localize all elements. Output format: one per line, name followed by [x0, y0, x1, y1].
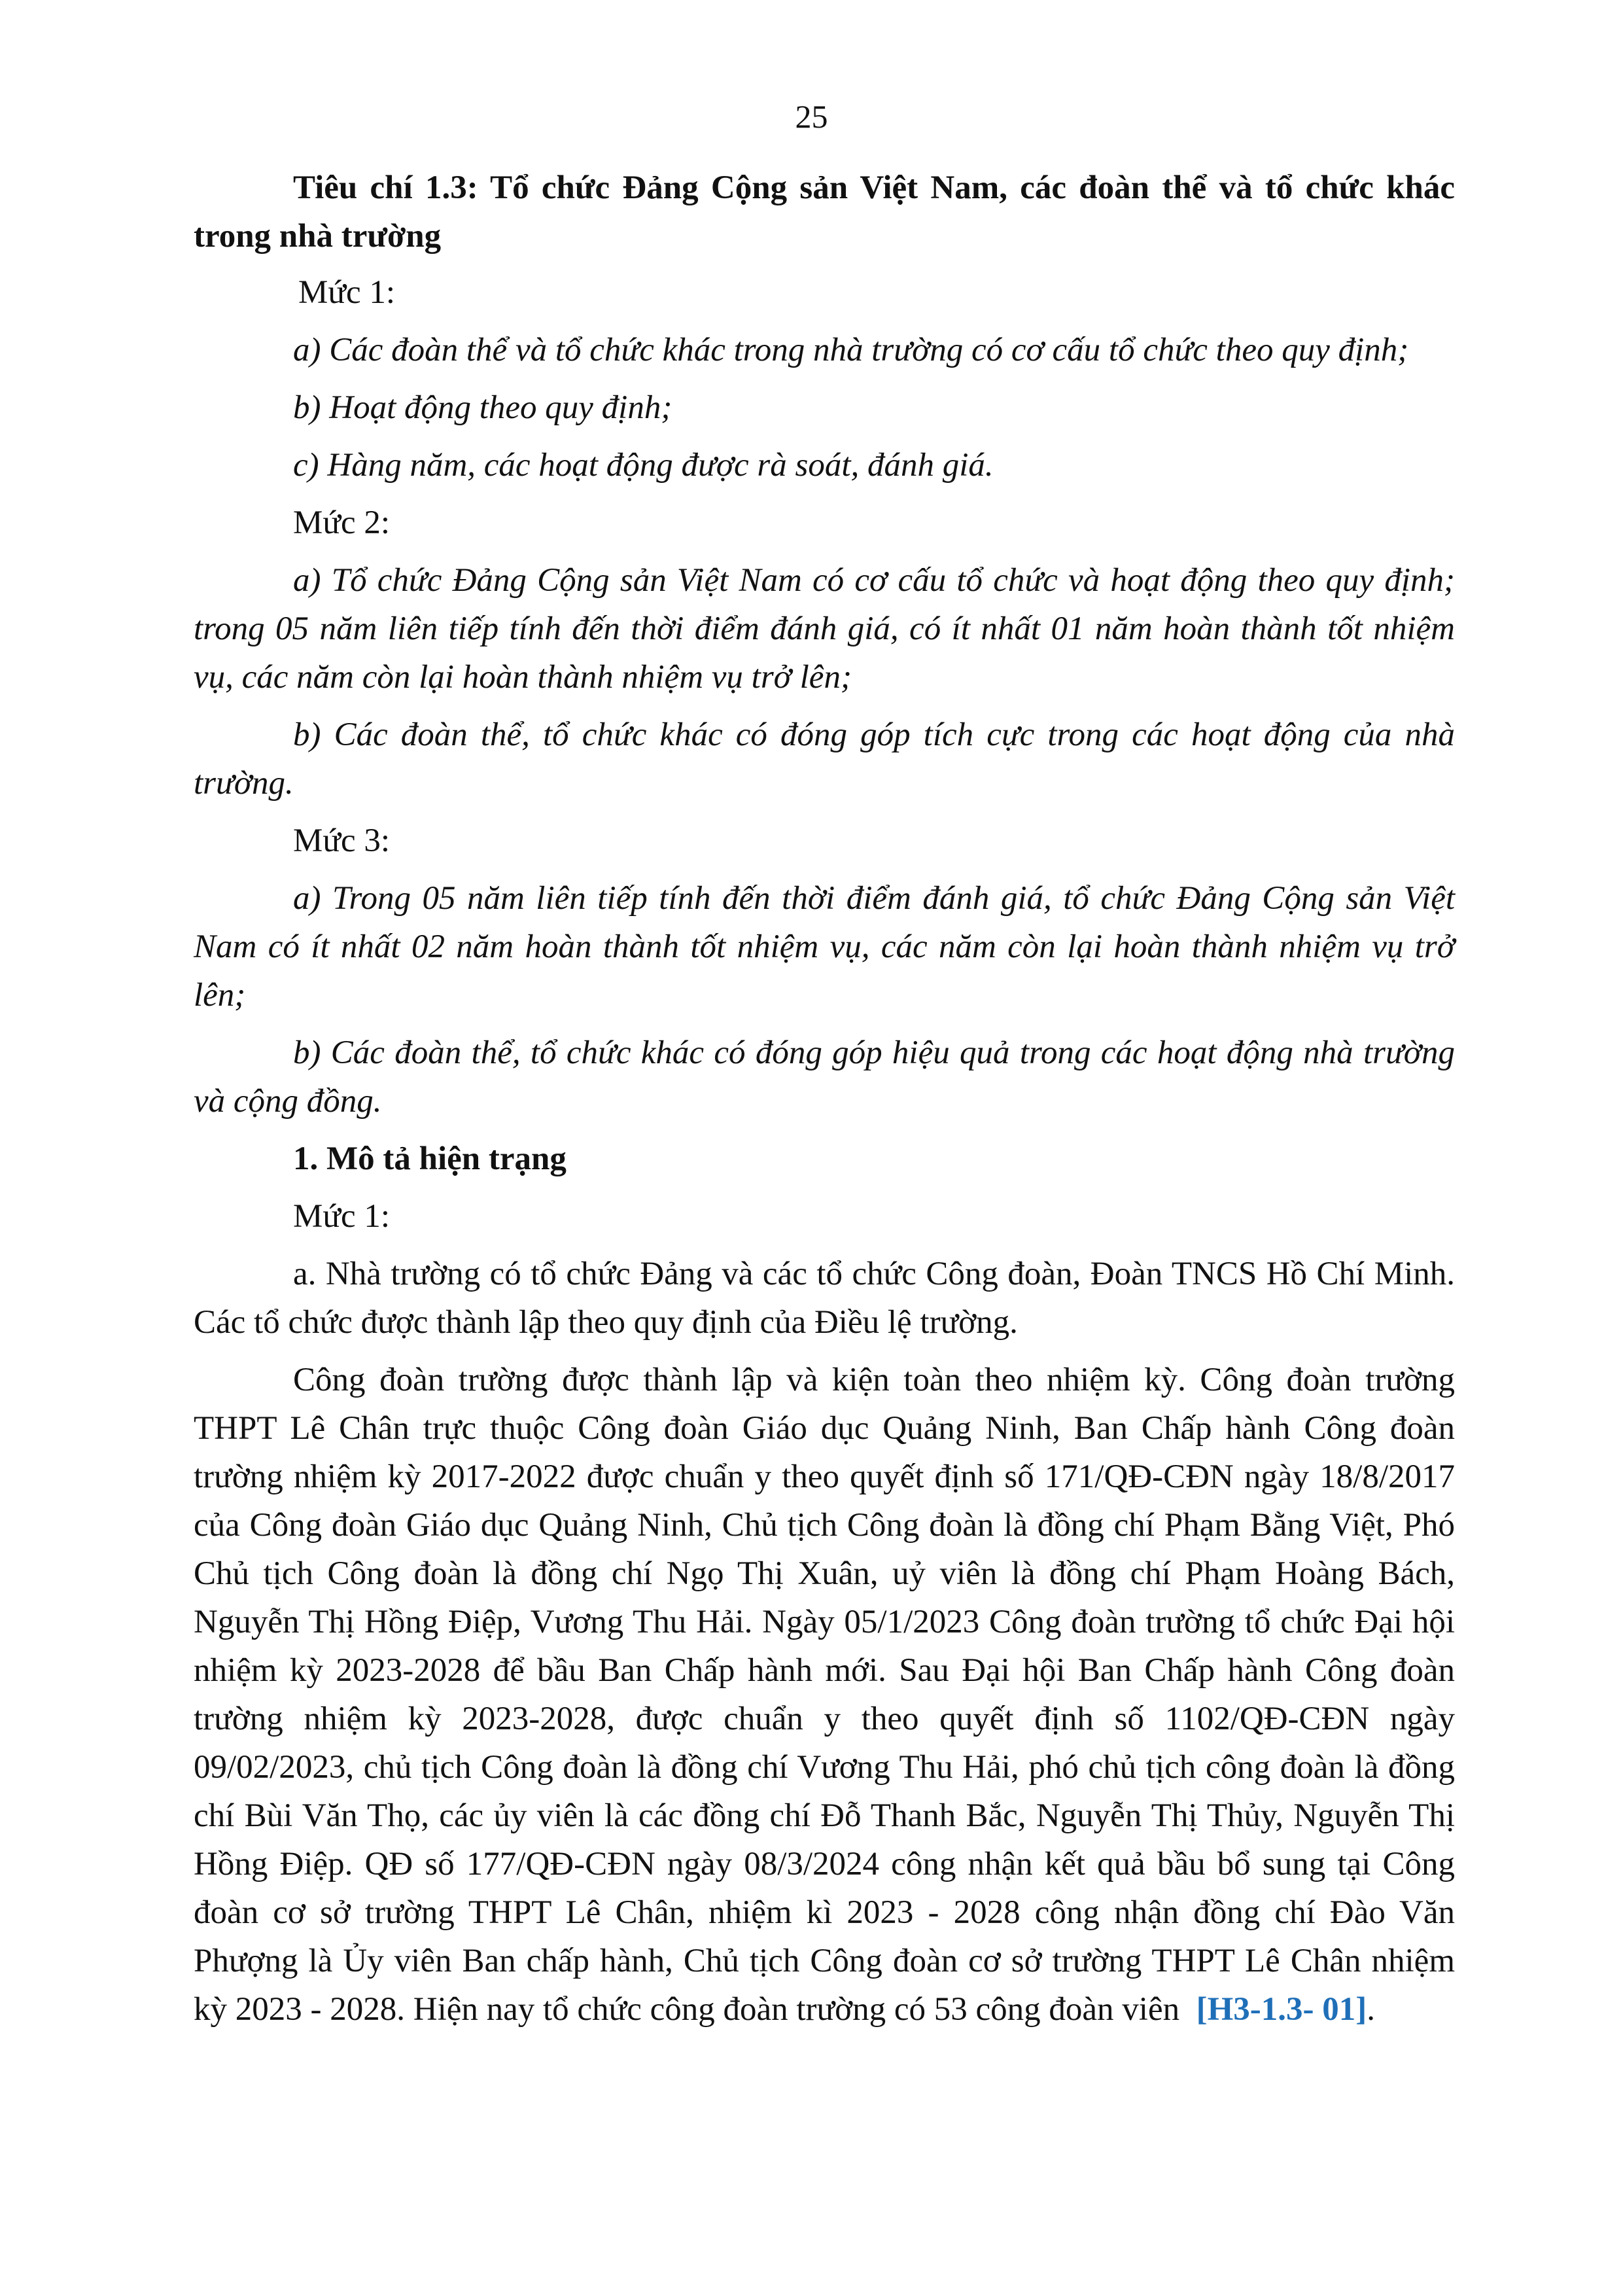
level3-requirement-b: b) Các đoàn thể, tổ chức khác có đóng góp hiệu quả trong các hoạt động nhà trường và cộng đồng. [194, 1034, 1455, 1120]
page-content [194, 164, 1455, 2034]
evidence-reference[interactable]: [H3-1.3- 01] [1196, 1991, 1367, 2028]
criterion-title: Tiêu chí 1.3: Tổ chức Đảng Cộng sản Việt Nam, các đoàn thể và tổ chức khác trong nhà trường [194, 169, 1455, 255]
level1-requirement-c: c) Hàng năm, các hoạt động được rà soát, đánh giá. [293, 447, 994, 484]
level2-requirement-a: a) Tổ chức Đảng Cộng sản Việt Nam có cơ cấu tổ chức và hoạt động theo quy định; trong 05 năm liên tiếp tính đến thời điểm đánh giá, có ít nhất 01 năm hoàn thành tốt nhiệm vụ, các năm còn lại hoàn thành nhiệm vụ trở lên; [194, 562, 1455, 696]
level3-label: Mức 3: [293, 822, 391, 859]
paragraph-union-text: Công đoàn trường được thành lập và kiện toàn theo nhiệm kỳ. Công đoàn trường THPT Lê Chân trực thuộc Công đoàn Giáo dục Quảng Ninh, Ban Chấp hành Công đoàn trường nhiệm kỳ 2017-2022 được chuẩn y theo quyết định số 171/QĐ-CĐN ngày 18/8/2017 của Công đoàn Giáo dục Quảng Ninh, Chủ tịch Công đoàn là đồng chí Phạm Bằng Việt, Phó Chủ tịch Công đoàn là đồng chí Ngọ Thị Xuân, uỷ viên là đồng chí Phạm Hoàng Bách, Nguyễn Thị Hồng Điệp, Vương Thu Hải. Ngày 05/1/2023 Công đoàn trường tổ chức Đại hội nhiệm kỳ 2023-2028 để bầu Ban Chấp hành mới. Sau Đại hội Ban Chấp hành Công đoàn trường nhiệm kỳ 2023-2028, được chuẩn y theo quyết định số 1102/QĐ-CĐN ngày 09/02/2023, chủ tịch Công đoàn là đồng chí Vương Thu Hải, phó chủ tịch công đoàn là đồng chí Bùi Văn Thọ, các ủy viên là các đồng chí Đỗ Thanh Bắc, Nguyễn Thị Thủy, Nguyễn Thị Hồng Điệp. QĐ số 177/QĐ-CĐN ngày 08/3/2024 công nhận kết quả bầu bổ sung tại Công đoàn cơ sở trường THPT Lê Chân, nhiệm kì 2023 - 2028 công nhận đồng chí Đào Văn Phượng là Ủy viên Ban chấp hành, Chủ tịch Công đoàn cơ sở trường THPT Lê Chân nhiệm kỳ 2023 - 2028. Hiện nay tổ chức công đoàn trường có 53 công đoàn viên [194, 1362, 1455, 2028]
level2-requirement-b: b) Các đoàn thể, tổ chức khác có đóng góp tích cực trong các hoạt động của nhà trường. [194, 716, 1455, 802]
level1-requirement-b: b) Hoạt động theo quy định; [293, 389, 672, 426]
section-title: 1. Mô tả hiện trạng [293, 1140, 567, 1177]
section-level1-label: Mức 1: [293, 1198, 391, 1235]
level2-label: Mức 2: [293, 504, 391, 541]
page-number: 25 [795, 98, 828, 135]
paragraph-union [194, 1356, 1455, 2034]
end-punctuation: . [1367, 1991, 1375, 2028]
level1-requirement-a: a) Các đoàn thể và tổ chức khác trong nhà trường có cơ cấu tổ chức theo quy định; [293, 332, 1409, 368]
level1-label: Mức 1: [298, 274, 396, 311]
paragraph-organizations: a. Nhà trường có tổ chức Đảng và các tổ chức Công đoàn, Đoàn TNCS Hồ Chí Minh. Các tổ chức được thành lập theo quy định của Điều lệ trường. [194, 1256, 1455, 1341]
level3-requirement-a: a) Trong 05 năm liên tiếp tính đến thời điểm đánh giá, tổ chức Đảng Cộng sản Việt Nam có ít nhất 02 năm hoàn thành tốt nhiệm vụ, các năm còn lại hoàn thành nhiệm vụ trở lên; [194, 880, 1455, 1014]
